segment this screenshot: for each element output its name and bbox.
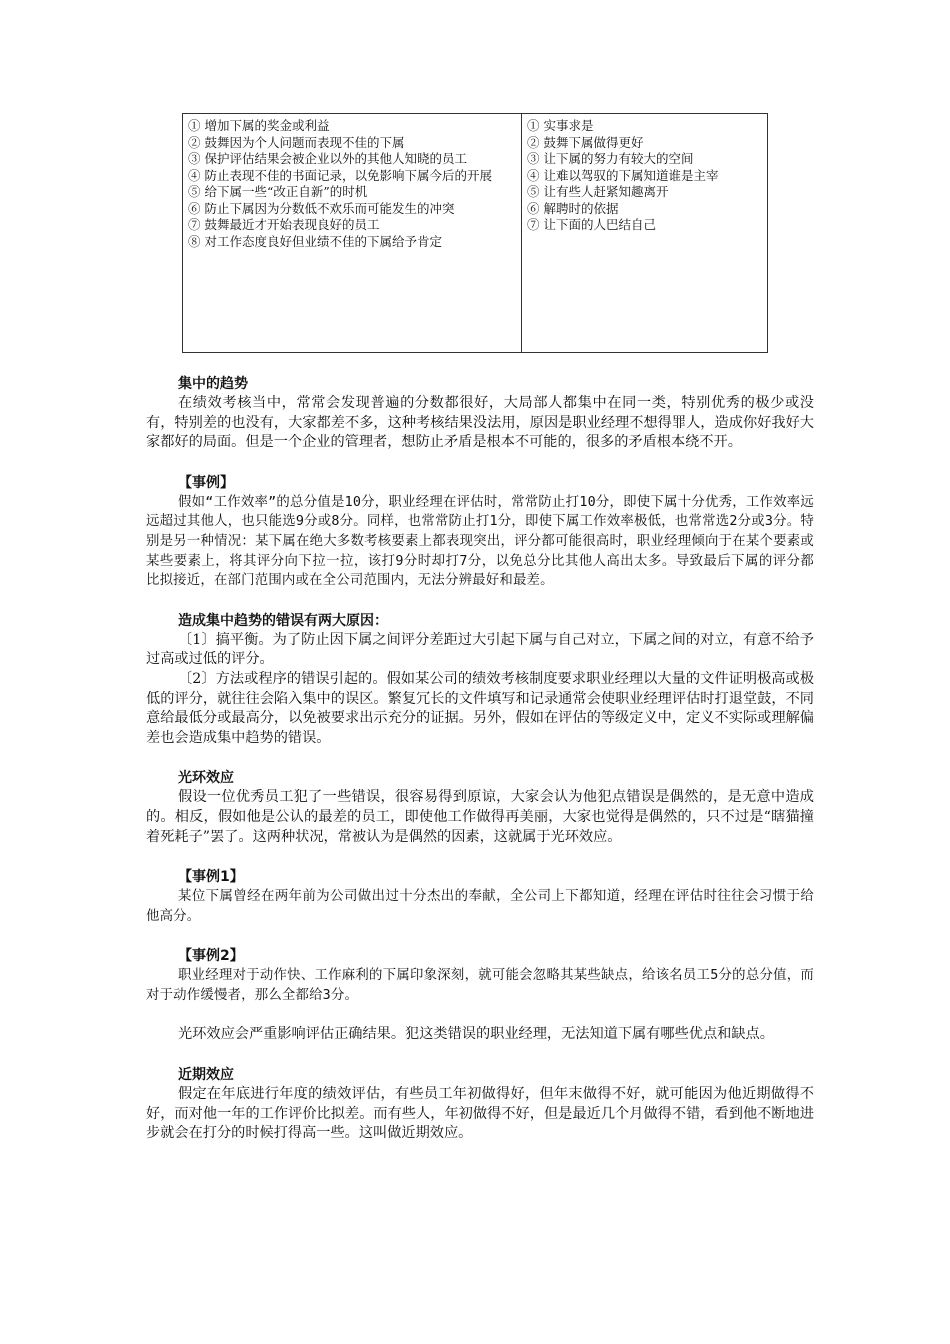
- list-item: ⑦ 鼓舞最近才开始表现良好的员工: [188, 217, 380, 232]
- reasons-table: [182, 113, 768, 353]
- case-paragraph: 职业经理对于动作快、工作麻利的下属印象深刻，就可能会忽略其某些缺点，给该名员工5分的总分值，而对于动作缓慢者，那么全都给3分。: [146, 968, 814, 1003]
- list-item: ① 实事求是: [527, 118, 594, 133]
- section-heading-causes: 造成集中趋势的错误有两大原因：: [178, 612, 388, 629]
- list-item: ① 增加下属的奖金或利益: [188, 118, 330, 133]
- list-item: ② 鼓舞下属做得更好: [527, 134, 644, 150]
- list-item: ② 鼓舞因为个人问题而表现不佳的下属: [188, 134, 405, 150]
- section-heading-recency-effect: 近期效应: [178, 1067, 234, 1084]
- body-content: [146, 374, 814, 1144]
- table-cell-right: [522, 114, 768, 353]
- list-item: ④ 让难以驾驭的下属知道谁是主宰: [527, 167, 719, 183]
- case-heading: 【事例】: [178, 474, 234, 491]
- list-item: ③ 保护评估结果会被企业以外的其他人知晓的员工: [188, 151, 467, 166]
- paragraph: 〔1〕搞平衡。为了防止因下属之间评分差距过大引起下属与自己对立，下属之间的对立，有意不给予过高或过低的评分。: [146, 631, 814, 668]
- paragraph: 假定在年底进行年度的绩效评估，有些员工年初做得好，但年末做得不好，就可能因为他近期做得不好，而对他一年的工作评价比拟差。而有些人，年初做得不好，但是最近几个月做得不错，看到他不断地进步就会在打分的时候打得高一些。这叫做近期效应。: [146, 1086, 814, 1142]
- section-heading-central-tendency: 集中的趋势: [178, 376, 248, 392]
- paragraph: 在绩效考核当中，常常会发现普遍的分数都很好，大局部人都集中在同一类，特别优秀的极少或没有，特别差的也没有，大家都差不多，这种考核结果没法用，原因是职业经理不想得罪人，造成你好我好大家都好的局面。但是一个企业的管理者，想防止矛盾是根本不可能的，很多的矛盾根本绕不开。: [146, 395, 814, 451]
- paragraph: 假设一位优秀员工犯了一些错误，很容易得到原谅，大家会认为他犯点错误是偶然的，是无意中造成的。相反，假如他是公认的最差的员工，即使他工作做得再美丽，大家也觉得是偶然的，只不过是“瞎猫撞着死耗子”罢了。这两种状况，常被认为是偶然的因素，这就属于光环效应。: [146, 789, 814, 845]
- list-item: ⑥ 防止下属因为分数低不欢乐而可能发生的冲突: [188, 200, 455, 216]
- list-item: ④ 防止表现不佳的书面记录，以免影响下属今后的开展: [188, 167, 492, 183]
- list-item: ⑤ 让有些人赶紧知趣离开: [527, 184, 669, 199]
- case-paragraph: 假如“工作效率”的总分值是10分，职业经理在评估时，常常防止打10分，即使下属十分优秀，工作效率远远超过其他人，也只能选9分或8分。同样，也常常防止打1分，即使下属工作效率极低，也常常选2分或3分。特别是另一种情况：某下属在绝大多数考核要素上都表现突出，评分都可能很高时，职业经理倾向于在某个要素或某些要素上，将其评分向下拉一拉，该打9分时却打7分，以免总分比其他人高出太多。导致最后下属的评分都比拟接近，在部门范围内或在全公司范围内，无法分辨最好和最差。: [146, 494, 814, 589]
- paragraph: 光环效应会严重影响评估正确结果。犯这类错误的职业经理，无法知道下属有哪些优点和缺点。: [178, 1026, 774, 1043]
- list-item: ⑧ 对工作态度良好但业绩不佳的下属给予肯定: [188, 233, 442, 249]
- table-cell-left: [183, 114, 522, 353]
- paragraph: 〔2〕方法或程序的错误引起的。假如某公司的绩效考核制度要求职业经理以大量的文件证明极高或极低的评分，就往往会陷入集中的误区。繁复冗长的文件填写和记录通常会使职业经理评估时打退堂鼓，不同意给最低分或最高分，以免被要求出示充分的证据。另外，假如在评估的等级定义中，定义不实际或理解偏差也会造成集中趋势的错误。: [146, 670, 814, 746]
- list-item: ⑦ 让下面的人巴结自己: [527, 217, 656, 232]
- list-item: ③ 让下属的努力有较大的空间: [527, 151, 694, 166]
- case-heading: 【事例2】: [178, 948, 244, 965]
- list-item: ⑥ 解聘时的依据: [527, 200, 619, 216]
- case-paragraph: 某位下属曾经在两年前为公司做出过十分杰出的奉献，全公司上下都知道，经理在评估时往往会习惯于给他高分。: [146, 889, 814, 924]
- list-item: ⑤ 给下属一些“改正自新”的时机: [188, 184, 368, 199]
- section-heading-halo-effect: 光环效应: [178, 770, 234, 787]
- case-heading: 【事例1】: [178, 869, 244, 886]
